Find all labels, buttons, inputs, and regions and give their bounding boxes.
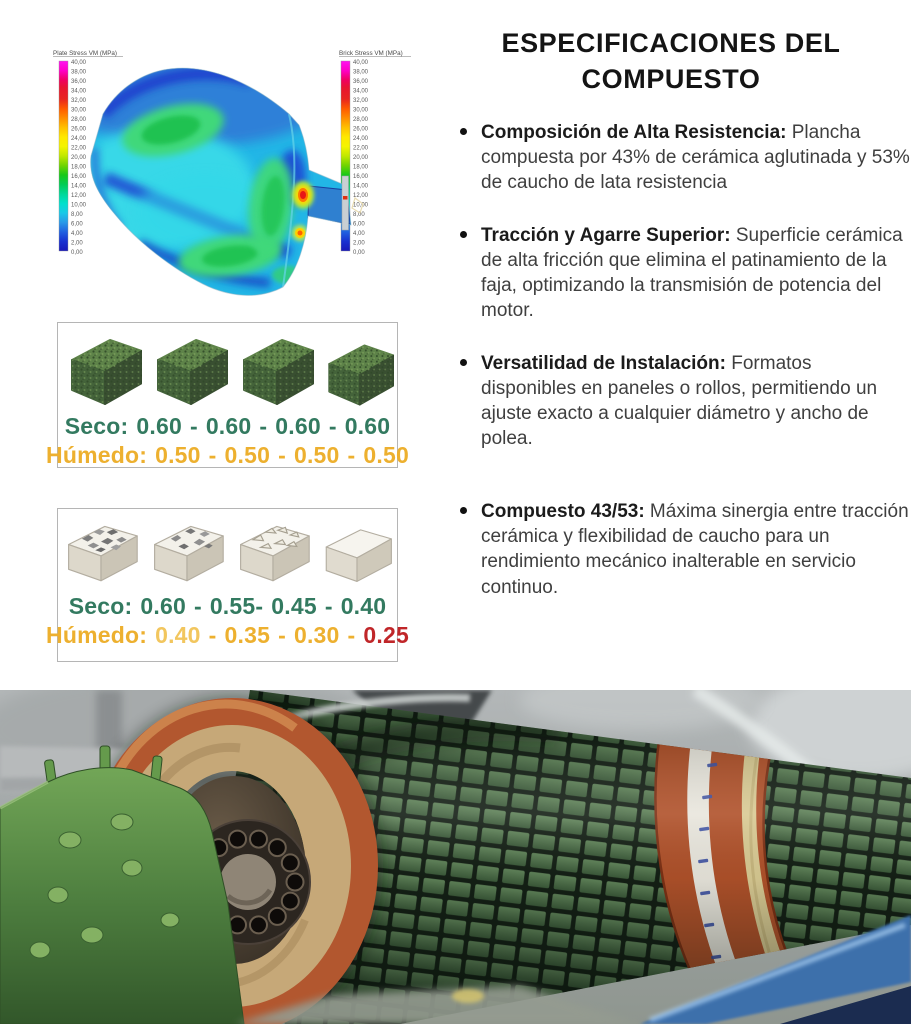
svg-text:14,00: 14,00 [353,183,369,190]
svg-text:8,00: 8,00 [353,212,365,219]
bullet-dot-icon [460,128,467,135]
bullet-compuesto: Compuesto 43/53: Máxima sinergia entre tracción cerámica y flexibilidad de caucho para un rendimiento mecánico inalterable en servicio continuo. [460,499,910,600]
fea-stress-simulation-image [45,28,435,316]
humedo-friction-line: Húmedo: 0.50 - 0.50 - 0.50 - 0.50 [46,441,409,468]
fea-right-scale-title: Brick Stress VM (MPa) [339,50,403,57]
bullet-versatilidad: Versatilidad de Instalación: Formatos disponibles en paneles o rollos, permitiendo un ajuste exacto a cualquier diámetro y ancho de polea. [460,351,910,452]
svg-text:40,00: 40,00 [71,60,87,67]
white-tile-outlined-chips-icon [233,518,313,592]
svg-text:38,00: 38,00 [353,69,369,76]
svg-text:24,00: 24,00 [353,136,369,143]
svg-text:12,00: 12,00 [71,193,87,200]
svg-text:0,00: 0,00 [71,250,83,257]
svg-text:8,00: 8,00 [71,212,83,219]
seco-label: Seco: [64,413,129,439]
svg-text:12,00: 12,00 [353,193,369,200]
humedo-friction-line: Húmedo: 0.40 - 0.35 - 0.30 - 0.25 [46,621,409,648]
svg-text:26,00: 26,00 [71,126,87,133]
svg-text:16,00: 16,00 [71,174,87,181]
svg-text:6,00: 6,00 [71,221,83,228]
bullet-dot-icon [460,507,467,514]
svg-text:38,00: 38,00 [71,69,87,76]
svg-text:18,00: 18,00 [71,164,87,171]
fea-left-colorbar [59,61,68,251]
svg-text:30,00: 30,00 [71,107,87,114]
green-ceramic-block-icon [62,332,142,412]
svg-text:4,00: 4,00 [353,231,365,238]
svg-text:34,00: 34,00 [71,88,87,95]
humedo-label: Húmedo: [46,621,148,648]
white-tile-many-chips-icon [61,518,141,592]
svg-text:20,00: 20,00 [353,155,369,162]
white-tile-plain-icon [319,522,395,592]
friction-box-white-tiles [46,508,409,662]
friction-box-green-blocks [46,322,409,468]
green-ceramic-block-icon [320,338,394,412]
svg-text:26,00: 26,00 [353,126,369,133]
bullet-traccion: Tracción y Agarre Superior: Superficie cerámica de alta fricción que elimina el patinamiento de la faja, optimizando la transmisión de potencia del motor. [460,223,910,324]
svg-text:34,00: 34,00 [353,88,369,95]
svg-text:22,00: 22,00 [71,145,87,152]
fea-pulley-contours [63,54,363,302]
svg-text:10,00: 10,00 [71,202,87,209]
bullet-composicion: Composición de Alta Resistencia: Plancha compuesta por 43% de cerámica aglutinada y 53% de caucho de lata resistencia [460,120,910,196]
svg-text:32,00: 32,00 [353,98,369,105]
svg-text:32,00: 32,00 [71,98,87,105]
svg-text:36,00: 36,00 [71,79,87,86]
svg-text:22,00: 22,00 [353,145,369,152]
seco-friction-line: Seco: 0.60 - 0.55- 0.45 - 0.40 [68,593,387,619]
humedo-label: Húmedo: [46,441,148,468]
svg-text:2,00: 2,00 [353,240,365,247]
svg-text:20,00: 20,00 [71,155,87,162]
white-tile-row [58,509,397,592]
svg-text:28,00: 28,00 [71,117,87,124]
bullet-dot-icon [460,231,467,238]
page-title: ESPECIFICACIONES DEL COMPUESTO [501,28,841,94]
fea-right-colorbar-ticks [353,60,369,256]
green-ceramic-block-icon [234,332,314,412]
seco-label: Seco: [68,593,133,619]
green-ceramic-block-icon [148,332,228,412]
svg-text:36,00: 36,00 [353,79,369,86]
svg-text:6,00: 6,00 [353,221,365,228]
svg-text:18,00: 18,00 [353,164,369,171]
svg-text:10,00: 10,00 [353,202,369,209]
svg-text:30,00: 30,00 [353,107,369,114]
svg-text:24,00: 24,00 [71,136,87,143]
white-tile-some-chips-icon [147,518,227,592]
fea-left-colorbar-ticks [71,60,87,256]
svg-text:4,00: 4,00 [71,231,83,238]
specs-column [452,26,910,627]
svg-text:40,00: 40,00 [353,60,369,67]
bullet-dot-icon [460,359,467,366]
svg-text:0,00: 0,00 [353,250,365,257]
svg-text:28,00: 28,00 [353,117,369,124]
svg-text:16,00: 16,00 [353,174,369,181]
svg-text:2,00: 2,00 [71,240,83,247]
fea-left-scale-title: Plate Stress VM (MPa) [53,50,118,57]
green-block-row [58,323,397,412]
svg-text:14,00: 14,00 [71,183,87,190]
seco-friction-line: Seco: 0.60 - 0.60 - 0.60 - 0.60 [64,413,391,439]
ceramic-lagged-pulley-photo [0,690,911,1024]
